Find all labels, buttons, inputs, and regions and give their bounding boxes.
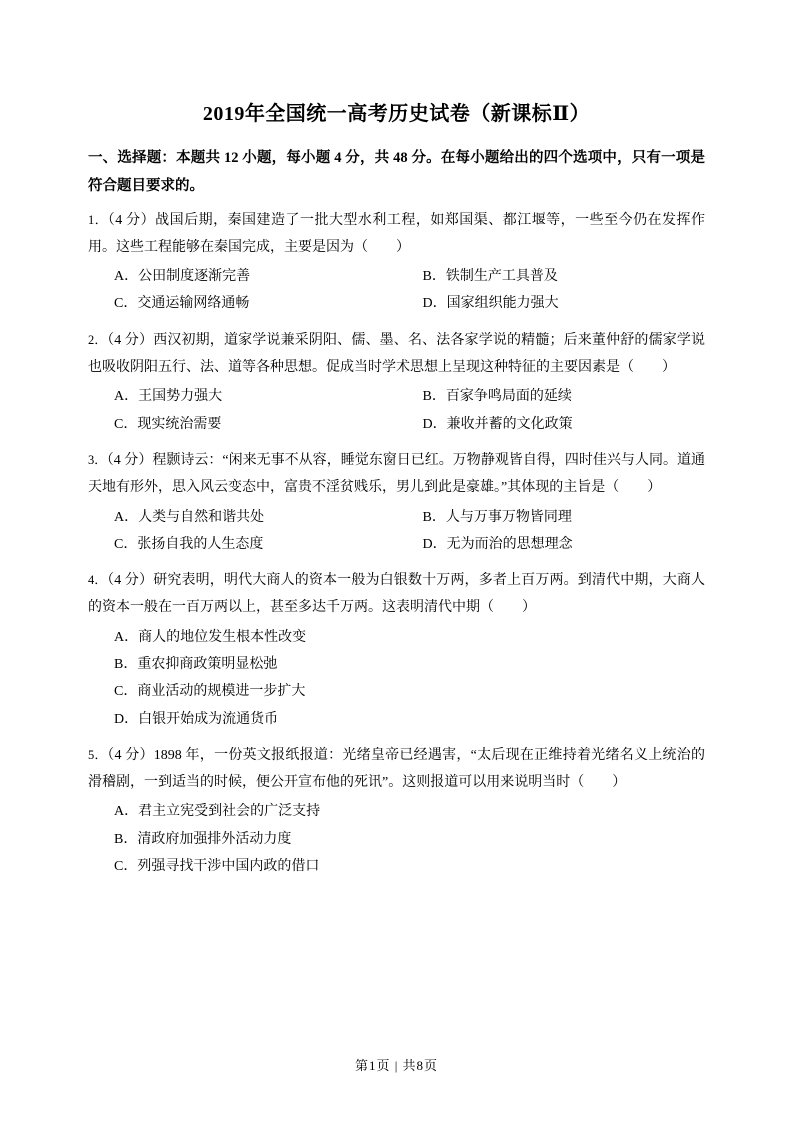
option-b[interactable]: B．百家争鸣局面的延续 <box>422 389 572 405</box>
question-text: 研究表明，明代大商人的资本一般为白银数十万两，多者上百万两。到清代中期，大商人的资本一般在一百万两以上，甚至多达千万两。这表明清代中期（ ） <box>88 573 706 616</box>
option-c[interactable]: C．张扬自我的人生态度 <box>114 536 264 552</box>
option-b[interactable]: B．清政府加强排外活动力度 <box>114 831 292 847</box>
question-score: （4 分） <box>107 573 154 589</box>
option-row <box>88 853 705 880</box>
option-c[interactable]: C．交通运输网络通畅 <box>114 296 250 312</box>
option-a[interactable]: A．公田制度逐渐完善 <box>114 269 251 285</box>
option-row <box>88 706 705 733</box>
option-a[interactable]: A．商人的地位发生根本性改变 <box>114 629 307 645</box>
option-row <box>88 798 705 825</box>
option-row <box>88 411 705 438</box>
option-list <box>88 263 705 318</box>
page-footer: 第1页 | 共8页 <box>354 1058 439 1073</box>
option-row <box>88 826 705 853</box>
question-number-dot: ． <box>94 452 107 467</box>
question-text: 战国后期，秦国建造了一批大型水利工程，如郑国渠、都江堰等，一些至今仍在发挥作用。这些工程能够在秦国完成，主要是因为（ ） <box>88 212 705 255</box>
option-b[interactable]: B．重农抑商政策明显松弛 <box>114 656 278 672</box>
question-text: 程颢诗云：“闲来无事不从容，睡觉东窗日已红。万物静观皆自得，四时佳兴与人同。道通天地有形外，思入风云变态中，富贵不淫贫贱乐，男儿到此是豪雄。”其体现的主旨是（ ） <box>88 452 705 496</box>
option-d[interactable]: D．白银开始成为流通货币 <box>114 711 279 727</box>
question-number-dot: ． <box>94 332 108 347</box>
question-number: 5 <box>88 747 95 762</box>
question-stem <box>88 742 705 797</box>
option-a[interactable]: A．人类与自然和谐共处 <box>114 509 265 525</box>
option-a[interactable]: A．王国势力强大 <box>114 389 223 405</box>
question-score: （4 分） <box>106 452 153 468</box>
question-number: 3 <box>88 452 95 467</box>
question-item <box>88 742 705 880</box>
option-c[interactable]: C．列强寻找干涉中国内政的借口 <box>114 859 320 875</box>
question-item <box>88 447 705 558</box>
option-row <box>88 678 705 705</box>
option-list <box>88 798 705 880</box>
question-stem <box>88 567 705 622</box>
question-number: 1 <box>88 212 95 227</box>
option-row <box>88 290 705 317</box>
option-row <box>88 383 705 410</box>
question-text: 西汉初期，道家学说兼采阴阳、儒、墨、名、法各家学说的精髓；后来董仲舒的儒家学说也吸收阴阳五行、法、道等各种思想。促成当时学术思想上呈现这种特征的主要因素是（ ） <box>88 332 706 376</box>
option-c[interactable]: C．现实统治需要 <box>114 416 222 432</box>
question-stem <box>88 327 705 382</box>
question-item <box>88 327 705 438</box>
question-item <box>88 567 705 733</box>
option-d[interactable]: D．无为而治的思想理念 <box>422 536 573 552</box>
option-d[interactable]: D．兼收并蓄的文化政策 <box>422 416 573 432</box>
question-stem <box>88 207 705 262</box>
question-stem <box>88 447 705 502</box>
question-number-dot: ． <box>94 573 108 588</box>
option-row <box>88 624 705 651</box>
question-number-dot: ． <box>94 747 108 762</box>
option-b[interactable]: B．人与万事万物皆同理 <box>422 509 572 525</box>
option-a[interactable]: A．君主立宪受到社会的广泛支持 <box>114 804 321 820</box>
option-row <box>88 531 705 558</box>
question-number: 4 <box>88 573 95 588</box>
option-list <box>88 504 705 559</box>
question-score: （4 分） <box>107 332 154 348</box>
option-list <box>88 624 705 733</box>
option-row <box>88 263 705 290</box>
option-c[interactable]: C．商业活动的规模进一步扩大 <box>114 684 306 700</box>
page-title: 2019年全国统一高考历史试卷（新课标Ⅱ） <box>202 103 591 125</box>
question-item <box>88 207 705 318</box>
question-score: （4 分） <box>107 747 154 763</box>
option-list <box>88 383 705 438</box>
question-number: 2 <box>88 332 95 347</box>
question-score: （4 分） <box>107 212 156 228</box>
section-heading: 一、选择题：本题共 12 小题，每小题 4 分，共 48 分。在每小题给出的四个选项中，只有一项是符合题目要求的。 <box>88 150 705 195</box>
option-b[interactable]: B．铁制生产工具普及 <box>422 269 558 285</box>
question-text: 1898 年，一份英文报纸报道：光绪皇帝已经遇害，“太后现在正维持着光绪名义上统治的滑稽剧，一到适当的时候，便公开宣布他的死讯”。这则报道可以用来说明当时（ ） <box>88 747 705 791</box>
option-row <box>88 504 705 531</box>
question-number-dot: ． <box>94 212 108 227</box>
option-d[interactable]: D．国家组织能力强大 <box>422 296 559 312</box>
option-row <box>88 651 705 678</box>
